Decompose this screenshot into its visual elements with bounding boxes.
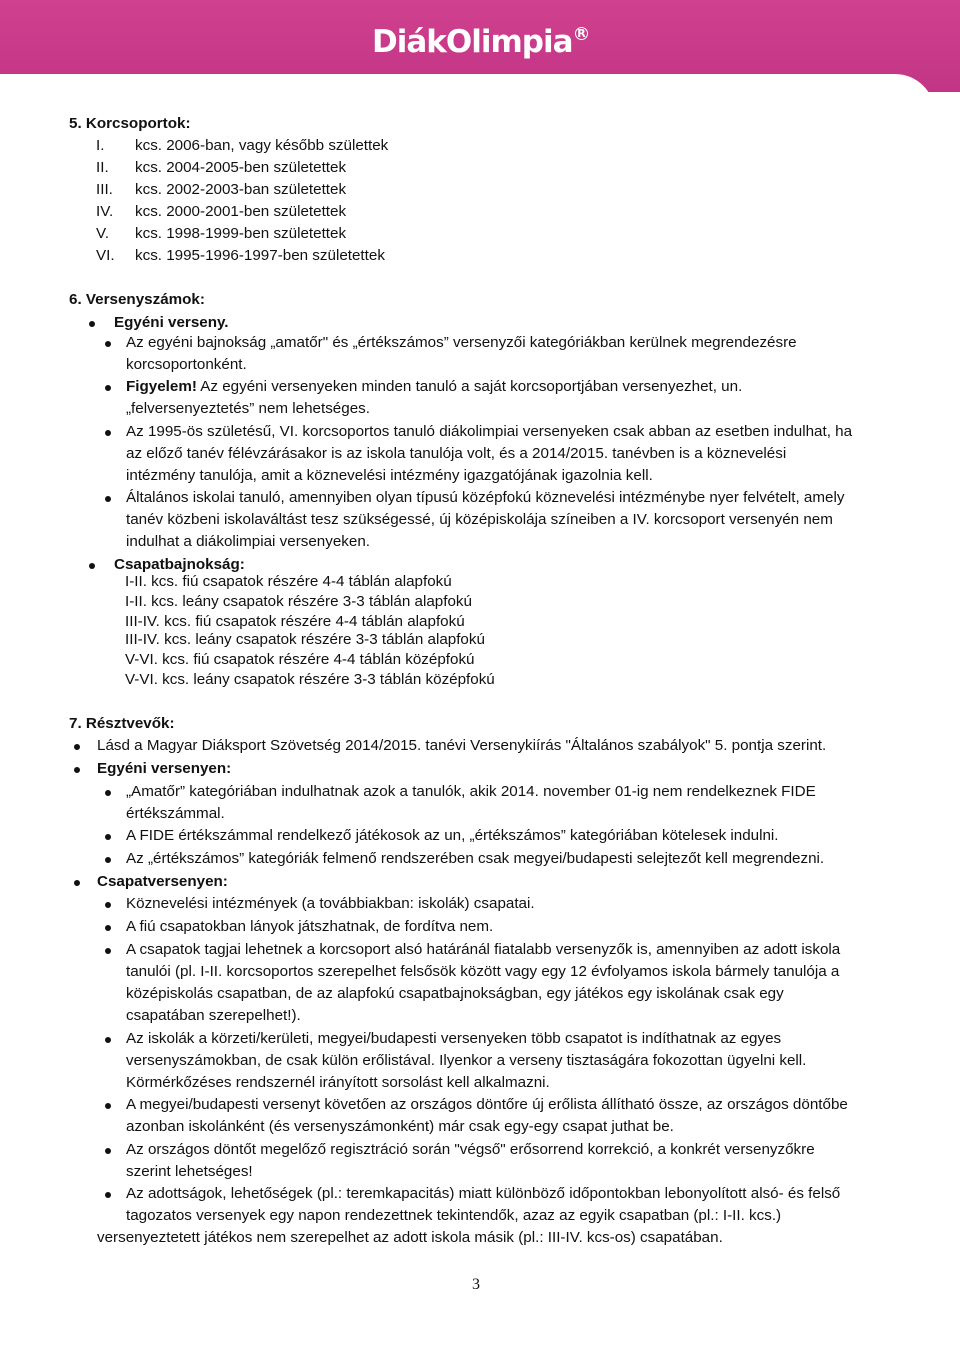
bullet-icon — [89, 321, 95, 327]
team-category-row: III-IV. kcs. leány csapatok részére 3-3 táblán alapfokú — [125, 631, 485, 648]
figyelem-label: Figyelem! — [126, 378, 197, 395]
paragraph-line: Az adottságok, lehetőségek (pl.: teremkapacitás) miatt különböző időpontokban lebonyolított alsó- és felső — [126, 1185, 841, 1202]
section-5-title: 5. Korcsoportok: — [69, 115, 191, 132]
paragraph-line: Az iskolák a körzeti/kerületi, megyei/budapesti versenyeken több csapatot is indíthatnak az egyes — [126, 1030, 782, 1047]
age-group-text: kcs. 2006-ban, vagy később születtek — [135, 137, 389, 154]
bullet-icon — [105, 1103, 111, 1109]
paragraph-line: Általános iskolai tanuló, amennyiben olyan típusú középfokú köznevelési intézménybe nyer felvételt, amely — [126, 489, 845, 506]
paragraph-line: A FIDE értékszámmal rendelkező játékosok az un, „értékszámos” kategóriában kötelesek indulni. — [126, 827, 779, 844]
bullet-icon — [74, 767, 80, 773]
team-category-row: V-VI. kcs. fiú csapatok részére 4-4 táblán középfokú — [125, 651, 475, 668]
age-group-text: kcs. 1998-1999-ben születettek — [135, 225, 347, 242]
age-group-num: II. — [96, 159, 109, 176]
bullet-icon — [105, 496, 111, 502]
team-category-row: I-II. kcs. leány csapatok részére 3-3 táblán alapfokú — [125, 593, 472, 610]
bullet-icon — [89, 563, 95, 569]
team-category-row: III-IV. kcs. fiú csapatok részére 4-4 táblán alapfokú — [125, 613, 465, 630]
age-group-text: kcs. 2000-2001-ben születettek — [135, 203, 347, 220]
paragraph-line: A megyei/budapesti versenyt követően az országos döntőre új erőlista állítható össze, az országos döntőbe — [126, 1096, 848, 1113]
bullet-icon — [74, 880, 80, 886]
age-group-num: VI. — [96, 247, 115, 264]
paragraph-text: Az egyéni versenyeken minden tanuló a saját korcsoportjában versenyezhet, un. — [196, 378, 743, 395]
paragraph-line: szerint lehetséges! — [126, 1163, 253, 1180]
paragraph-line: értékszámmal. — [126, 805, 225, 822]
paragraph-line: csapatában szerepelhet!). — [126, 1007, 301, 1024]
paragraph-line: „Amatőr” kategóriában indulhatnak azok a tanulók, akik 2014. november 01-ig nem rendelkeznek FIDE — [126, 783, 816, 800]
paragraph-line: tanulói (pl. I-II. korcsoportos szerepelhet felsősök között vagy egy 12 évfolyamos iskola bármely tanulója a — [126, 963, 840, 980]
registered-icon: R — [575, 27, 588, 40]
paragraph-line: tagozatos versenyek egy napon rendezettnek tekintendők, azaz az egyik csapatban (pl.: I-II. kcs.) — [126, 1207, 782, 1224]
paragraph-line — [126, 377, 742, 397]
bullet-icon — [105, 1037, 111, 1043]
paragraph-line: Az egyéni bajnokság „amatőr" és „értékszámos” versenyzői kategóriákban kerülnek megrendezésre — [126, 334, 797, 351]
paragraph-line: A csapatok tagjai lehetnek a korcsoport alsó határánál fiatalabb versenyzők is, amennyiben az adott iskola — [126, 941, 841, 958]
bullet-icon — [105, 341, 111, 347]
section-6-title: 6. Versenyszámok: — [69, 291, 205, 308]
team-category-row: V-VI. kcs. leány csapatok részére 3-3 táblán középfokú — [125, 671, 495, 688]
paragraph-line: A fiú csapatokban lányok játszhatnak, de fordítva nem. — [126, 918, 494, 935]
age-group-text: kcs. 1995-1996-1997-ben születettek — [135, 247, 385, 264]
paragraph-line: korcsoportonként. — [126, 356, 247, 373]
paragraph-line: Az országos döntőt megelőző regisztráció során "végső" erősorrend korrekció, a konkrét versenyzőkre — [126, 1141, 815, 1158]
paragraph-line: „felversenyeztetés” nem lehetséges. — [126, 400, 370, 417]
bullet-icon — [105, 925, 111, 931]
paragraph-line: versenyeztetett játékos nem szerepelhet az adott iskola másik (pl.: III-IV. kcs-os) csapatában. — [97, 1229, 723, 1246]
bullet-icon — [105, 1148, 111, 1154]
csapatbajnoksag-heading: Csapatbajnokság: — [114, 556, 245, 573]
paragraph-line: Az 1995-ös születésű, VI. korcsoportos tanuló diákolimpiai versenyeken csak abban az esetben indulhat, ha — [126, 423, 853, 440]
paragraph-line: középiskolás csapatban, de az alapfokú csapatbajnokságban, egy játékos egy iskolának csak egy — [126, 985, 784, 1002]
bullet-icon — [105, 834, 111, 840]
paragraph-line: Köznevelési intézmények (a továbbiakban: iskolák) csapatai. — [126, 895, 535, 912]
paragraph-line: intézmény tanulója, amit a köznevelési intézmény igazgatójának igazolnia kell. — [126, 467, 653, 484]
csapatversenyen-heading: Csapatversenyen: — [97, 873, 228, 890]
bullet-icon — [105, 857, 111, 863]
egyeni-verseny-heading: Egyéni verseny. — [114, 314, 229, 331]
egyeni-versenyen-heading: Egyéni versenyen: — [97, 760, 232, 777]
paragraph-line: azonban iskolánként (és versenyszámonként) már csak egy-egy csapat juthat be. — [126, 1118, 674, 1135]
logo-text: DiákOlimpia — [372, 24, 573, 60]
bullet-icon — [74, 744, 80, 750]
age-group-num: IV. — [96, 203, 114, 220]
age-group-text: kcs. 2004-2005-ben születettek — [135, 159, 347, 176]
paragraph-line: Körmérkőzéses rendszernél irányított sorsolást kell alkalmazni. — [126, 1074, 550, 1091]
bullet-icon — [105, 385, 111, 391]
paragraph-line: Az „értékszámos” kategóriák felmenő rendszerében csak megyei/budapesti selejtezőt kell megrendezni. — [126, 850, 825, 867]
bullet-icon — [105, 790, 111, 796]
age-group-num: III. — [96, 181, 113, 198]
team-category-row: I-II. kcs. fiú csapatok részére 4-4 táblán alapfokú — [125, 573, 452, 590]
section-7-title: 7. Résztvevők: — [69, 715, 175, 732]
paragraph-line: indulhat a diákolimpiai versenyeken. — [126, 533, 370, 550]
page-number: 3 — [472, 1276, 480, 1293]
bullet-icon — [105, 948, 111, 954]
paragraph-line: Lásd a Magyar Diáksport Szövetség 2014/2015. tanévi Versenykiírás "Általános szabályok" 5. pontja szerint. — [97, 737, 827, 754]
age-group-num: V. — [96, 225, 109, 242]
bullet-icon — [105, 1192, 111, 1198]
paragraph-line: versenyszámokban, de csak külön erőlistával. Ilyenkor a verseny tisztaságára fokozottan ügyelni kell. — [126, 1052, 807, 1069]
paragraph-line: az előző tanév félévzárásakor is az iskola tanulója volt, és a 2014/2015. tanévben is a köznevelési — [126, 445, 787, 462]
diakolimpia-logo — [372, 18, 592, 66]
age-group-text: kcs. 2002-2003-ban születettek — [135, 181, 347, 198]
bullet-icon — [105, 902, 111, 908]
paragraph-line: tanév közbeni iskolaváltást tesz szükségessé, új középiskolája színeiben a IV. korcsoport versenyén nem — [126, 511, 833, 528]
bullet-icon — [105, 430, 111, 436]
age-group-num: I. — [96, 137, 105, 154]
